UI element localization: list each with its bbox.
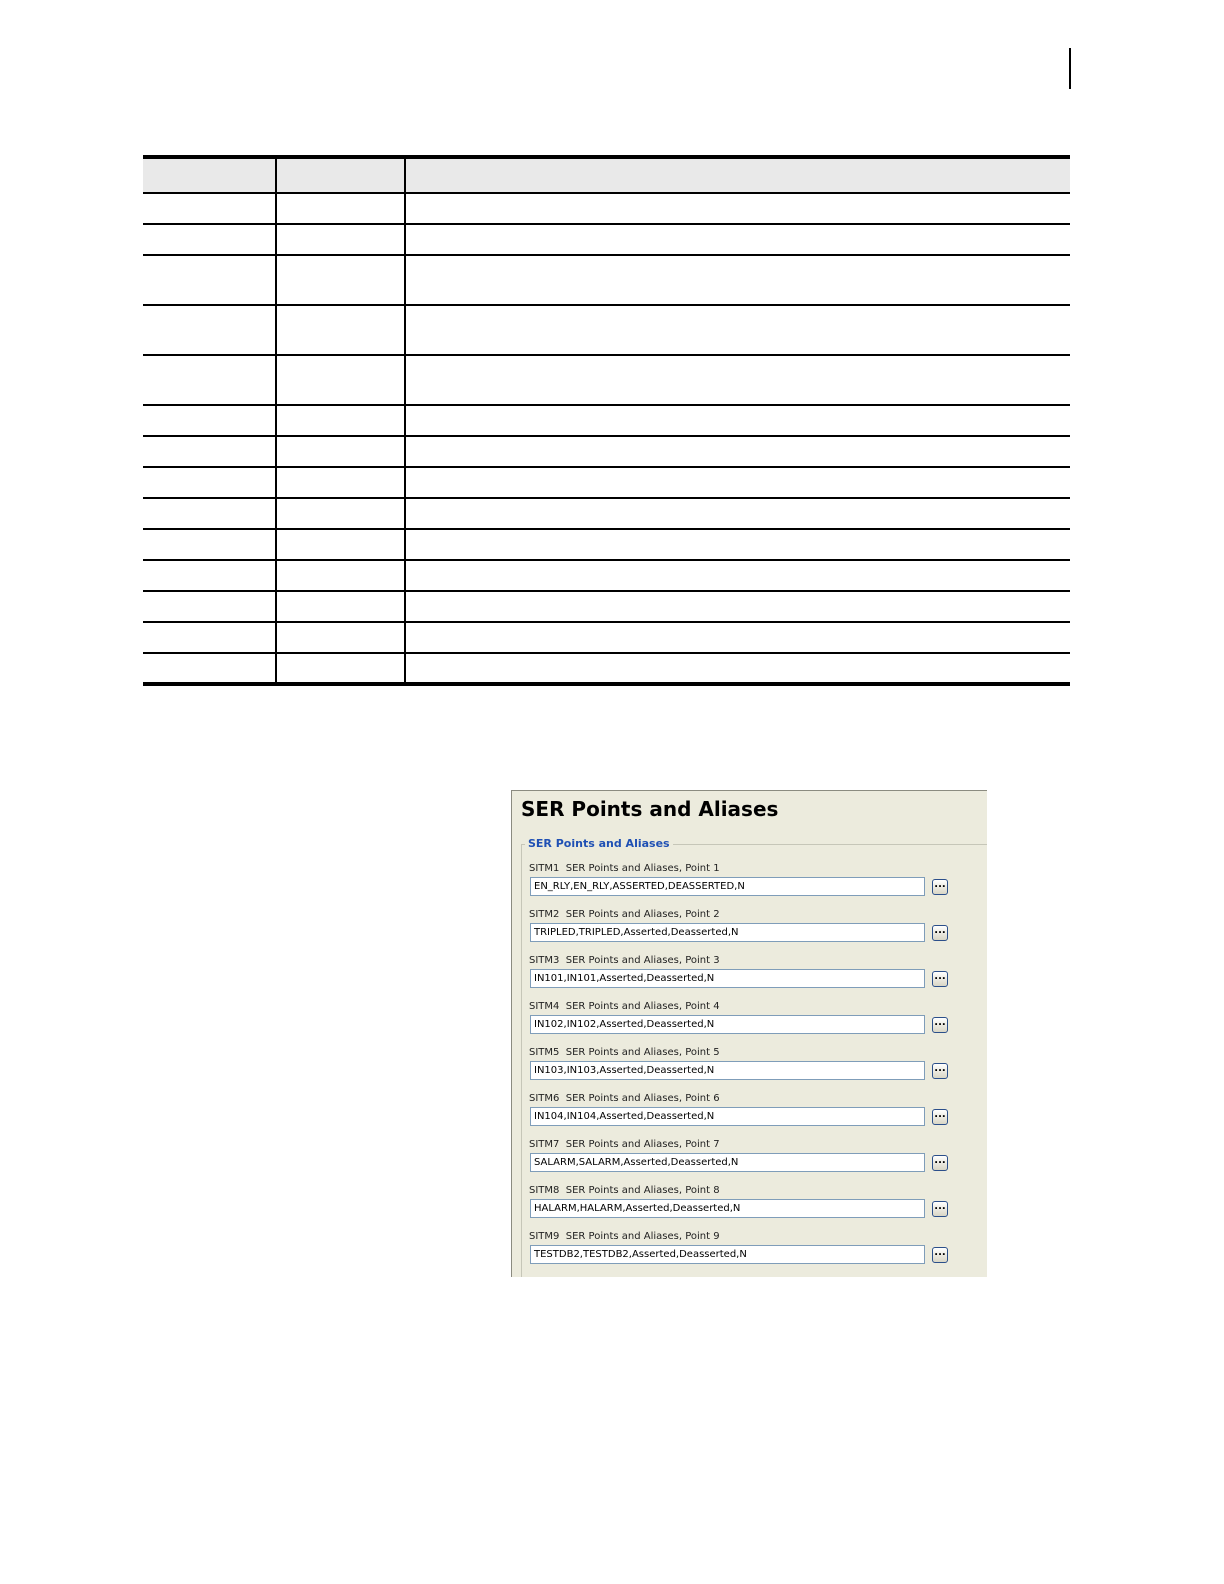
ser-point-input-3[interactable]: IN101,IN101,Asserted,Deasserted,N — [530, 969, 925, 988]
table-row — [143, 467, 1070, 498]
group-label: SER Points and Aliases — [525, 837, 673, 850]
field-label: SITM5 SER Points and Aliases, Point 5 — [529, 1047, 720, 1058]
table-row — [143, 224, 1070, 255]
browse-button-9[interactable]: ... — [932, 1247, 948, 1263]
ser-point-input-8[interactable]: HALARM,HALARM,Asserted,Deasserted,N — [530, 1199, 925, 1218]
browse-button-1[interactable]: ... — [932, 879, 948, 895]
ser-point-field-5 — [529, 1047, 959, 1087]
ser-point-field-1 — [529, 863, 959, 903]
ser-point-input-5[interactable]: IN103,IN103,Asserted,Deasserted,N — [530, 1061, 925, 1080]
page-header-rule — [1069, 48, 1071, 89]
browse-button-6[interactable]: ... — [932, 1109, 948, 1125]
field-label: SITM8 SER Points and Aliases, Point 8 — [529, 1185, 720, 1196]
table-row — [143, 498, 1070, 529]
ser-point-input-7[interactable]: SALARM,SALARM,Asserted,Deasserted,N — [530, 1153, 925, 1172]
table-row — [143, 305, 1070, 355]
ser-point-field-6 — [529, 1093, 959, 1133]
ser-point-field-4 — [529, 1001, 959, 1041]
field-label: SITM1 SER Points and Aliases, Point 1 — [529, 863, 720, 874]
ser-point-input-1[interactable]: EN_RLY,EN_RLY,ASSERTED,DEASSERTED,N — [530, 877, 925, 896]
table-row — [143, 255, 1070, 305]
ser-point-input-4[interactable]: IN102,IN102,Asserted,Deasserted,N — [530, 1015, 925, 1034]
table-row — [143, 622, 1070, 653]
ser-point-input-2[interactable]: TRIPLED,TRIPLED,Asserted,Deasserted,N — [530, 923, 925, 942]
browse-button-8[interactable]: ... — [932, 1201, 948, 1217]
ser-point-field-7 — [529, 1139, 959, 1179]
table-row — [143, 529, 1070, 560]
field-label: SITM6 SER Points and Aliases, Point 6 — [529, 1093, 720, 1104]
table-header-row — [143, 157, 1070, 193]
browse-button-4[interactable]: ... — [932, 1017, 948, 1033]
browse-button-3[interactable]: ... — [932, 971, 948, 987]
table-row — [143, 560, 1070, 591]
empty-table — [143, 155, 1070, 686]
header-cell — [405, 157, 1070, 193]
field-label: SITM3 SER Points and Aliases, Point 3 — [529, 955, 720, 966]
browse-button-5[interactable]: ... — [932, 1063, 948, 1079]
field-label: SITM9 SER Points and Aliases, Point 9 — [529, 1231, 720, 1242]
field-label: SITM4 SER Points and Aliases, Point 4 — [529, 1001, 720, 1012]
table-row — [143, 591, 1070, 622]
ser-point-field-8 — [529, 1185, 959, 1225]
table-row — [143, 436, 1070, 467]
table-row — [143, 193, 1070, 224]
field-label: SITM2 SER Points and Aliases, Point 2 — [529, 909, 720, 920]
browse-button-2[interactable]: ... — [932, 925, 948, 941]
field-label: SITM7 SER Points and Aliases, Point 7 — [529, 1139, 720, 1150]
table-row — [143, 653, 1070, 684]
table-row — [143, 355, 1070, 405]
header-cell — [143, 157, 276, 193]
group-border — [521, 844, 522, 1277]
header-cell — [276, 157, 405, 193]
panel-title: SER Points and Aliases — [521, 797, 779, 821]
ser-point-field-2 — [529, 909, 959, 949]
table-row — [143, 405, 1070, 436]
ser-points-panel — [511, 790, 987, 1277]
ser-point-field-3 — [529, 955, 959, 995]
ser-point-field-9 — [529, 1231, 959, 1271]
ser-point-input-9[interactable]: TESTDB2,TESTDB2,Asserted,Deasserted,N — [530, 1245, 925, 1264]
browse-button-7[interactable]: ... — [932, 1155, 948, 1171]
ser-point-input-6[interactable]: IN104,IN104,Asserted,Deasserted,N — [530, 1107, 925, 1126]
